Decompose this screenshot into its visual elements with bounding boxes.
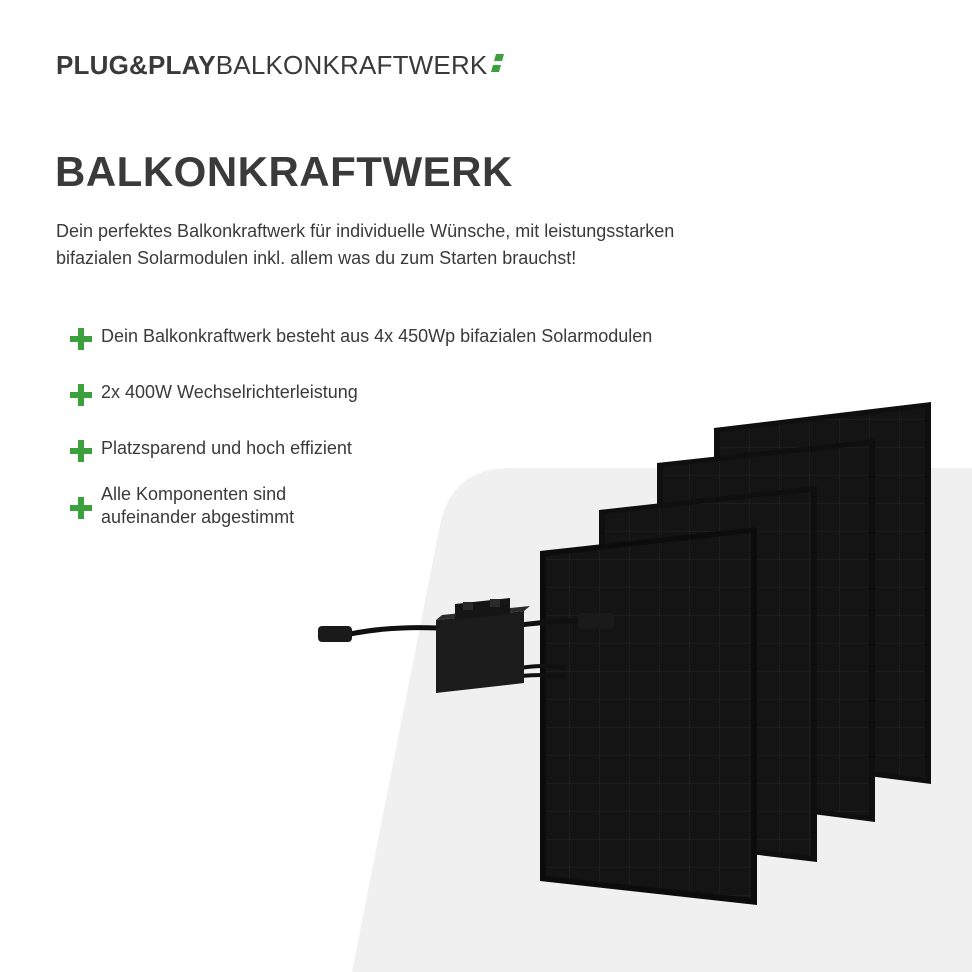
description-line: bifazialen Solarmodulen inkl. allem was du zum Starten brauchst! — [56, 248, 577, 268]
brand-logo-bold: PLUG&PLAY — [56, 50, 216, 80]
feature-text-line: Alle Komponenten sind — [101, 484, 287, 504]
feature-text: 2x 400W Wechselrichterleistung — [101, 382, 358, 402]
feature-text-line: aufeinander abgestimmt — [101, 507, 295, 527]
brand-logo-light: BALKONKRAFTWERK — [215, 50, 488, 80]
solar-panel-1 — [540, 527, 757, 905]
page-title: BALKONKRAFTWERK — [55, 148, 513, 195]
feature-text: Platzsparend und hoch effizient — [101, 438, 352, 458]
feature-text: Dein Balkonkraftwerk besteht aus 4x 450Wp bifazialen Solarmodulen — [101, 326, 653, 346]
description-line: Dein perfektes Balkonkraftwerk für individuelle Wünsche, mit leistungsstarken — [56, 221, 675, 241]
